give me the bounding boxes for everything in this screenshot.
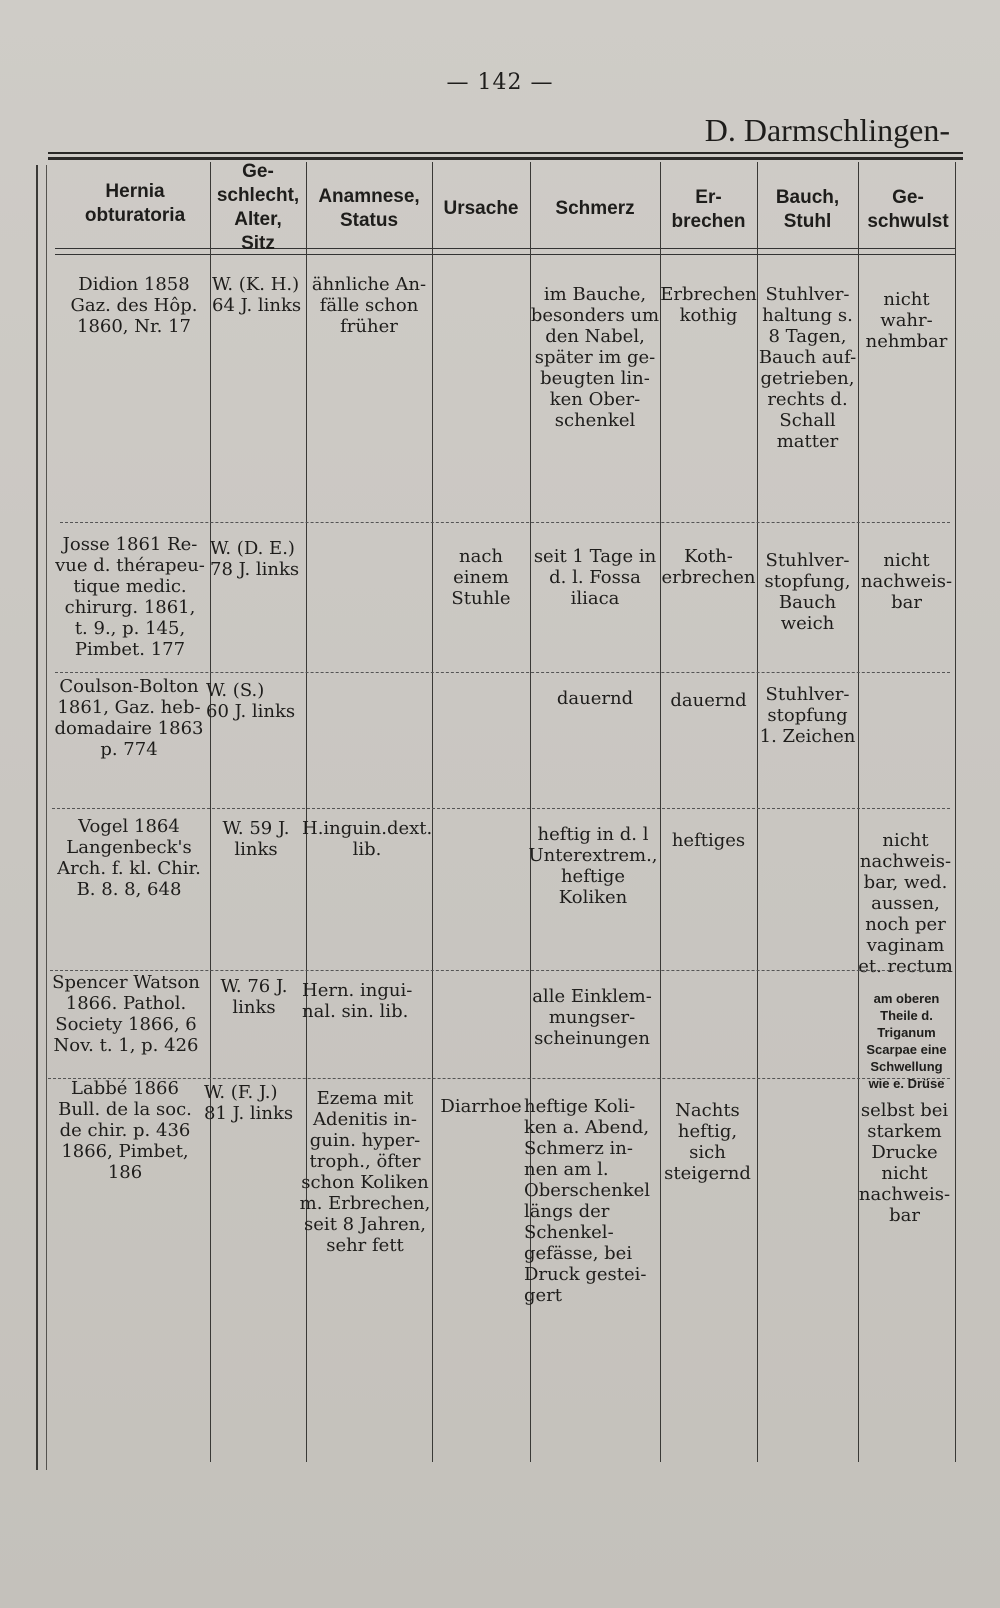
cell-anamnese: Hern. ingui- nal. sin. lib. — [302, 980, 413, 1022]
cell-schmerz: heftig in d. l Unterextrem., heftige Koliken — [528, 824, 658, 908]
header-rule — [55, 248, 955, 249]
cell-erbrechen: Koth- erbrechen — [661, 546, 756, 588]
cell-bauch: Stuhlver- haltung s. 8 Tagen, Bauch auf- getrieben, rechts d. Schall matter — [758, 284, 857, 452]
row-separator — [50, 970, 950, 971]
cell-bauch: Stuhlver- stopfung 1. Zeichen — [759, 684, 856, 747]
column-divider — [306, 162, 307, 1462]
column-header-schmerz: Schmerz — [555, 198, 635, 219]
column-divider — [858, 162, 859, 1462]
cell-sex: W. 59 J. links — [222, 818, 290, 860]
column-header-sex: Ge- schlecht, Alter, Sitz — [216, 161, 300, 254]
header-rule-double — [55, 254, 955, 255]
cell-erbrechen: dauernd — [670, 690, 747, 711]
left-border-inner — [46, 165, 47, 1470]
row-separator — [55, 672, 950, 673]
cell-sex: W. (D. E.) 78 J. links — [210, 538, 300, 580]
cell-schmerz: heftige Koli- ken a. Abend, Schmerz in- nen am l. Oberschenkel längs der Schenkel- gefässe, bei Druck gestei- gert — [524, 1096, 651, 1306]
cell-geschwulst: nicht nachweis- bar, wed. aussen, noch per vaginam et. rectum — [858, 830, 953, 977]
cell-hernia: Vogel 1864 Langenbeck's Arch. f. kl. Chir. B. 8. 8, 648 — [57, 816, 201, 900]
column-header-anamnese: Anamnese, Status — [318, 186, 420, 231]
cell-hernia: Labbé 1866 Bull. de la soc. de chir. p. 436 1866, Pimbet, 186 — [58, 1078, 192, 1183]
cell-schmerz: im Bauche, besonders um den Nabel, später im ge- beugten lin- ken Ober- schenkel — [530, 284, 660, 431]
cell-geschwulst: am oberen Theile d. Triganum Scarpae eine Schwellung wie e. Drüse — [866, 991, 947, 1091]
cell-erbrechen: Erbrechen kothig — [660, 284, 757, 326]
cell-geschwulst: selbst bei starkem Drucke nicht nachweis- bar — [858, 1100, 951, 1226]
cell-hernia: Coulson-Bolton 1861, Gaz. heb- domadaire 1863 p. 774 — [54, 676, 204, 760]
row-separator — [52, 808, 950, 809]
section-heading: D. Darmschlingen- — [704, 112, 950, 148]
cell-ursache: nach einem Stuhle — [451, 546, 511, 609]
row-separator — [60, 522, 950, 523]
cell-geschwulst: nicht nachweis- bar — [860, 550, 953, 613]
column-divider — [210, 162, 211, 1462]
column-header-erbrechen: Er- brechen — [671, 187, 746, 232]
cell-geschwulst: nicht wahr- nehmbar — [865, 289, 948, 352]
cell-sex: W. (S.) 60 J. links — [206, 680, 296, 722]
column-header-geschwulst: Ge- schwulst — [867, 187, 949, 232]
cell-anamnese: Ezema mit Adenitis in- guin. hyper- troph., öfter schon Koliken m. Erbrechen, seit 8 Jahren, sehr fett — [299, 1088, 431, 1256]
column-header-ursache: Ursache — [443, 198, 519, 219]
cell-ursache: Diarrhoe — [440, 1096, 522, 1117]
cell-hernia: Didion 1858 Gaz. des Hôp. 1860, Nr. 17 — [70, 274, 198, 337]
cell-sex: W. (K. H.) 64 J. links — [212, 274, 302, 316]
cell-erbrechen: heftiges — [671, 830, 746, 851]
cell-anamnese: H.inguin.dext. lib. — [302, 818, 433, 860]
cell-bauch: Stuhlver- stopfung, Bauch weich — [764, 550, 851, 634]
cell-sex: W. (F. J.) 81 J. links — [204, 1082, 294, 1124]
top-rule-thick — [48, 157, 963, 160]
column-divider — [432, 162, 433, 1462]
cell-sex: W. 76 J. links — [220, 976, 288, 1018]
page-number: — 142 — — [446, 70, 554, 95]
cell-schmerz: dauernd — [556, 688, 634, 709]
column-divider — [660, 162, 661, 1462]
left-border — [36, 165, 38, 1470]
cell-hernia: Josse 1861 Re- vue d. thérapeu- tique medic. chirurg. 1861, t. 9., p. 145, Pimbet. 177 — [55, 534, 205, 660]
column-divider — [955, 162, 956, 1462]
top-rule — [48, 152, 963, 154]
cell-erbrechen: Nachts heftig, sich steigernd — [664, 1100, 751, 1184]
cell-schmerz: seit 1 Tage in d. l. Fossa iliaca — [533, 546, 657, 609]
column-header-hernia: Hernia obturatoria — [84, 181, 186, 226]
cell-anamnese: ähnliche An- fälle schon früher — [311, 274, 427, 337]
cell-hernia: Spencer Watson 1866. Pathol. Society 1866, 6 Nov. t. 1, p. 426 — [52, 972, 200, 1056]
cell-schmerz: alle Einklem- mungser- scheinungen — [532, 986, 652, 1049]
column-header-bauch: Bauch, Stuhl — [775, 187, 840, 232]
